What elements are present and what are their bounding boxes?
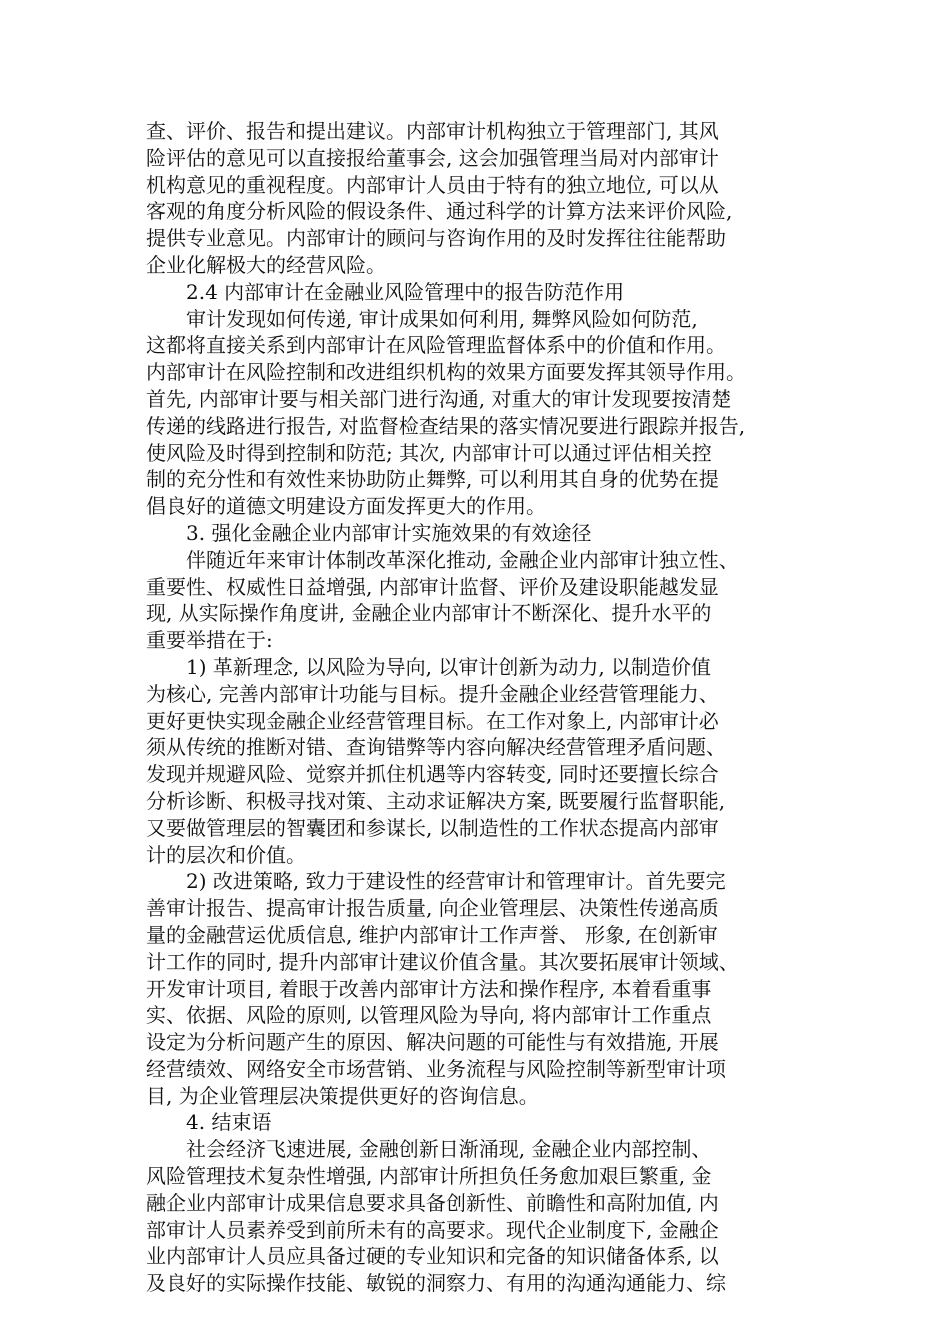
text-line: 3. 强化金融企业内部审计实施效果的有效途径 [186,520,592,545]
text-line: 企业化解极大的经营风险。 [146,252,386,277]
text-line: 实、依据、风险的原则, 以管理风险为导向, 将内部审计工作重点 [146,1003,712,1028]
text-line: 重要举措在于: [146,628,273,653]
text-line: 险评估的意见可以直接报给董事会, 这会加强管理当局对内部审计 [146,145,719,170]
text-line: 客观的角度分析风险的假设条件、通过科学的计算方法来评价风险, [146,199,733,224]
text-line: 使风险及时得到控制和防范; 其次, 内部审计可以通过评估相关控 [146,440,712,465]
text-line: 设定为分析问题产生的原因、解决问题的可能性与有效措施, 开展 [146,1030,719,1055]
text-line: 计的层次和价值。 [146,842,306,867]
text-line: 目, 为企业管理层决策提供更好的咨询信息。 [146,1083,539,1108]
text-line: 部审计人员素养受到前所未有的高要求。现代企业制度下, 金融企 [146,1217,719,1242]
text-line: 这都将直接关系到内部审计在风险管理监督体系中的价值和作用。 [146,333,726,358]
text-line: 内部审计在风险控制和改进组织机构的效果方面要发挥其领导作用。 [146,360,746,385]
text-line: 量的金融营运优质信息, 维护内部审计工作声誉、 形象, 在创新审 [146,922,718,947]
text-line: 社会经济飞速进展, 金融创新日渐涌现, 金融企业内部控制、 [186,1137,712,1162]
text-line: 1) 革新理念, 以风险为导向, 以审计创新为动力, 以制造价值 [186,654,712,679]
text-line: 融企业内部审计成果信息要求具备创新性、前瞻性和高附加值, 内 [146,1190,719,1215]
text-line: 查、评价、报告和提出建议。内部审计机构独立于管理部门, 其风 [146,119,719,143]
text-line: 审计发现如何传递, 审计成果如何利用, 舞弊风险如何防范, [186,306,698,331]
text-line: 现, 从实际操作角度讲, 金融企业内部审计不断深化、提升水平的 [146,601,712,626]
text-line: 计工作的同时, 提升内部审计建议价值含量。其次要拓展审计领域、 [146,949,739,974]
text-line: 制的充分性和有效性来协助防止舞弊, 可以利用其自身的优势在提 [146,467,719,492]
text-line: 2.4 内部审计在金融业风险管理中的报告防范作用 [186,279,625,304]
document-body [146,118,810,1297]
text-line: 善审计报告、提高审计报告质量, 向企业管理层、决策性传递高质 [146,896,719,921]
text-line: 倡良好的道德文明建设方面发挥更大的作用。 [146,494,546,519]
text-line: 分析诊断、积极寻找对策、主动求证解决方案, 既要履行监督职能, [146,788,726,813]
text-line: 重要性、权威性日益增强, 内部审计监督、评价及建设职能越发显 [146,574,719,599]
text-line: 提供专业意见。内部审计的顾问与咨询作用的及时发挥往往能帮助 [146,226,726,251]
text-line: 传递的线路进行报告, 对监督检查结果的落实情况要进行跟踪并报告, [146,413,746,438]
text-line: 及良好的实际操作技能、敏锐的洞察力、有用的沟通沟通能力、综 [146,1271,726,1296]
text-line: 发现并规避风险、觉察并抓住机遇等内容转变, 同时还要擅长综合 [146,762,719,787]
text-line: 为核心, 完善内部审计功能与目标。提升金融企业经营管理能力、 [146,681,719,706]
text-line: 2) 改进策略, 致力于建设性的经营审计和管理审计。首先要完 [186,869,726,894]
text-line: 风险管理技术复杂性增强, 内部审计所担负任务愈加艰巨繁重, 金 [146,1164,712,1189]
text-line: 更好更快实现金融企业经营管理目标。在工作对象上, 内部审计必 [146,708,719,733]
text-line: 首先, 内部审计要与相关部门进行沟通, 对重大的审计发现要按清楚 [146,386,732,411]
text-line: 须从传统的推断对错、查询错弊等内容向解决经营管理矛盾问题、 [146,735,726,760]
text-line: 又要做管理层的智囊团和参谋长, 以制造性的工作状态提高内部审 [146,815,719,840]
text-line: 开发审计项目, 着眼于改善内部审计方法和操作程序, 本着看重事 [146,976,712,1001]
text-line: 伴随近年来审计体制改革深化推动, 金融企业内部审计独立性、 [186,547,739,572]
text-line: 4. 结束语 [186,1110,272,1135]
text-line: 经营绩效、网络安全市场营销、业务流程与风险控制等新型审计项 [146,1056,726,1081]
text-line: 机构意见的重视程度。内部审计人员由于特有的独立地位, 可以从 [146,172,719,197]
text-line: 业内部审计人员应具备过硬的专业知识和完备的知识储备体系, 以 [146,1244,719,1269]
